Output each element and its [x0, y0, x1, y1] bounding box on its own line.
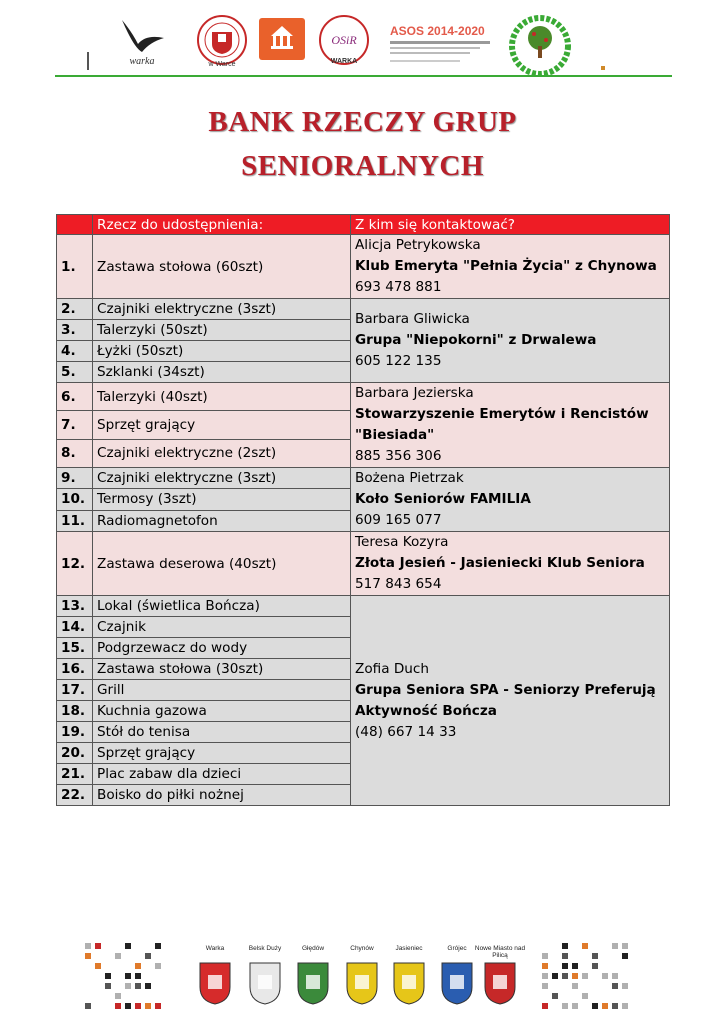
contact-cell	[351, 596, 670, 806]
pixel-square	[145, 1003, 151, 1009]
item-name: Talerzyki (50szt)	[93, 320, 351, 341]
pixel-square	[552, 993, 558, 999]
item-name: Termosy (3szt)	[93, 489, 351, 510]
pixel-square	[592, 963, 598, 969]
pixel-square	[135, 983, 141, 989]
asos-logo	[390, 14, 502, 70]
contact-phone: (48) 667 14 33	[355, 723, 457, 740]
pixel-square	[612, 983, 618, 989]
pixel-square	[612, 943, 618, 949]
pixel-square	[552, 973, 558, 979]
pixel-pattern-right	[542, 943, 634, 1011]
item-name: Sprzęt grający	[93, 411, 351, 439]
item-number: 17.	[57, 680, 93, 701]
item-name: Talerzyki (40szt)	[93, 383, 351, 411]
table-row	[57, 532, 670, 596]
item-number: 4.	[57, 341, 93, 362]
item-name: Czajnik	[93, 617, 351, 638]
pixel-square	[95, 963, 101, 969]
pixel-square	[105, 973, 111, 979]
item-number: 10.	[57, 489, 93, 510]
pixel-square	[572, 1003, 578, 1009]
contact-name: Teresa Kozyra	[355, 534, 449, 550]
contact-organization: Klub Emeryta "Pełnia Życia" z Chynowa	[355, 258, 657, 274]
pixel-square	[95, 943, 101, 949]
item-name: Czajniki elektryczne (3szt)	[93, 468, 351, 489]
pixel-square	[582, 973, 588, 979]
item-number: 18.	[57, 701, 93, 722]
pixel-square	[542, 1003, 548, 1009]
municipal-crest-icon	[483, 961, 517, 1005]
pixel-square	[115, 1003, 121, 1009]
table-row	[57, 383, 670, 411]
item-name: Radiomagnetofon	[93, 510, 351, 531]
contact-cell	[351, 532, 670, 596]
item-name: Zastawa stołowa (60szt)	[93, 235, 351, 299]
pixel-square	[562, 973, 568, 979]
pixel-square	[562, 963, 568, 969]
item-number: 13.	[57, 596, 93, 617]
pixel-square	[612, 973, 618, 979]
pixel-square	[85, 953, 91, 959]
item-name: Sprzęt grający	[93, 743, 351, 764]
municipal-crest-icon	[345, 961, 379, 1005]
osir-logo	[318, 14, 370, 70]
contact-organization: Złota Jesień - Jasieniecki Klub Seniora	[355, 555, 645, 571]
pixel-square	[572, 963, 578, 969]
pixel-square	[602, 1003, 608, 1009]
pixel-square	[622, 983, 628, 989]
table-row	[57, 235, 670, 299]
pixel-square	[125, 973, 131, 979]
item-name: Łyżki (50szt)	[93, 341, 351, 362]
header-dot-left	[87, 52, 89, 70]
item-number: 1.	[57, 235, 93, 299]
items-table	[56, 214, 670, 806]
tree-logo	[508, 14, 572, 70]
contact-phone: 605 122 135	[355, 353, 442, 369]
pixel-square	[135, 973, 141, 979]
pixel-square	[125, 1003, 131, 1009]
pixel-square	[542, 983, 548, 989]
item-number: 5.	[57, 362, 93, 383]
pixel-square	[135, 1003, 141, 1009]
municipal-crest-icon	[296, 961, 330, 1005]
table-header-row	[57, 215, 670, 235]
item-number: 12.	[57, 532, 93, 596]
pixel-square	[125, 943, 131, 949]
pixel-square	[622, 943, 628, 949]
municipal-crest-icon	[392, 961, 426, 1005]
warka-crest-logo	[196, 14, 248, 70]
item-name: Kuchnia gazowa	[93, 701, 351, 722]
contact-organization: Stowarzyszenie Emerytów i Rencistów "Biesiada"	[355, 406, 649, 443]
item-number: 16.	[57, 659, 93, 680]
pixel-square	[85, 1003, 91, 1009]
contact-name: Bożena Pietrzak	[355, 470, 464, 486]
item-number: 9.	[57, 468, 93, 489]
pixel-square	[582, 993, 588, 999]
contact-cell	[351, 383, 670, 468]
contact-name: Zofia Duch	[355, 660, 430, 677]
pixel-square	[155, 1003, 161, 1009]
municipal-crest-icon	[440, 961, 474, 1005]
item-number: 3.	[57, 320, 93, 341]
pixel-square	[115, 993, 121, 999]
contact-phone: 693 478 881	[355, 279, 442, 295]
item-name: Czajniki elektryczne (2szt)	[93, 439, 351, 467]
contact-organization: Grupa Seniora SPA - Seniorzy Preferują Aktywność Bończa	[355, 681, 656, 719]
contact-cell	[351, 299, 670, 383]
pixel-square	[115, 953, 121, 959]
pixel-square	[582, 943, 588, 949]
item-number: 7.	[57, 411, 93, 439]
pixel-square	[562, 953, 568, 959]
item-number: 15.	[57, 638, 93, 659]
municipal-crest-icon	[248, 961, 282, 1005]
pixel-square	[145, 953, 151, 959]
contact-name: Alicja Petrykowska	[355, 237, 481, 253]
contact-name: Barbara Jezierska	[355, 385, 474, 401]
tree-icon	[508, 14, 572, 78]
header-dot-right	[601, 66, 605, 70]
pixel-pattern-left	[85, 943, 165, 1011]
item-number: 6.	[57, 383, 93, 411]
item-number: 20.	[57, 743, 93, 764]
pixel-square	[572, 983, 578, 989]
pixel-square	[85, 943, 91, 949]
item-name: Stół do tenisa	[93, 722, 351, 743]
table-row	[57, 596, 670, 617]
crest-label: Warka	[205, 945, 225, 952]
crest-logo-text: w Warce	[208, 61, 236, 68]
contact-phone: 517 843 654	[355, 576, 442, 592]
header-item: Rzecz do udostępnienia:	[93, 215, 351, 235]
dom-logo	[259, 14, 305, 70]
pixel-square	[105, 983, 111, 989]
header-divider	[55, 75, 672, 77]
contact-cell	[351, 468, 670, 532]
pixel-square	[155, 943, 161, 949]
municipal-crest-icon	[198, 961, 232, 1005]
warka-logo-text: warka	[129, 56, 155, 67]
pixel-square	[562, 1003, 568, 1009]
contact-cell	[351, 235, 670, 299]
item-number: 21.	[57, 764, 93, 785]
item-name: Lokal (świetlica Bończa)	[93, 596, 351, 617]
item-name: Zastawa deserowa (40szt)	[93, 532, 351, 596]
item-name: Czajniki elektryczne (3szt)	[93, 299, 351, 320]
item-name: Grill	[93, 680, 351, 701]
item-number: 14.	[57, 617, 93, 638]
item-name: Plac zabaw dla dzieci	[93, 764, 351, 785]
item-number: 11.	[57, 510, 93, 531]
pixel-square	[155, 963, 161, 969]
crest-label: Grójec	[447, 945, 467, 952]
crest-label: Nowe Miasto nad Pilicą	[474, 945, 526, 959]
page-title-line1: BANK RZECZY GRUP	[208, 106, 517, 138]
crest-label: Głędów	[301, 945, 325, 952]
crest-label: Jasieniec	[395, 945, 423, 952]
warka-bird-logo	[112, 14, 172, 70]
pixel-square	[542, 963, 548, 969]
table-body	[57, 235, 670, 806]
item-number: 8.	[57, 439, 93, 467]
item-name: Boisko do piłki nożnej	[93, 785, 351, 806]
building-icon	[259, 14, 305, 62]
page-title-line2: SENIORALNYCH	[241, 150, 484, 182]
pixel-square	[612, 1003, 618, 1009]
pixel-square	[592, 953, 598, 959]
pixel-square	[135, 963, 141, 969]
header-contact: Z kim się kontaktować?	[351, 215, 670, 235]
contact-name: Barbara Gliwicka	[355, 311, 470, 327]
contact-organization: Koło Seniorów FAMILIA	[355, 491, 531, 507]
table-row	[57, 299, 670, 320]
pixel-square	[145, 983, 151, 989]
header-number	[57, 215, 93, 235]
osir-logo-text: WARKA	[330, 58, 358, 65]
item-number: 19.	[57, 722, 93, 743]
crest-label: Chynów	[350, 945, 374, 952]
item-name: Zastawa stołowa (30szt)	[93, 659, 351, 680]
item-number: 22.	[57, 785, 93, 806]
contact-phone: 885 356 306	[355, 448, 442, 464]
footer	[0, 935, 725, 1015]
pixel-square	[542, 953, 548, 959]
crest-label: Belsk Duży	[248, 945, 282, 952]
header-logos	[0, 0, 725, 80]
pixel-square	[622, 953, 628, 959]
contact-phone: 609 165 077	[355, 512, 442, 528]
pixel-square	[562, 943, 568, 949]
table-row	[57, 468, 670, 489]
pixel-square	[602, 973, 608, 979]
svg-text:OSiR: OSiR	[331, 33, 357, 47]
asos-logo-text: ASOS 2014-2020	[390, 24, 485, 38]
pixel-square	[622, 1003, 628, 1009]
pixel-square	[592, 1003, 598, 1009]
pixel-square	[125, 983, 131, 989]
item-name: Szklanki (34szt)	[93, 362, 351, 383]
pixel-square	[542, 973, 548, 979]
contact-organization: Grupa "Niepokorni" z Drwalewa	[355, 332, 597, 348]
pixel-square	[572, 973, 578, 979]
item-number: 2.	[57, 299, 93, 320]
item-name: Podgrzewacz do wody	[93, 638, 351, 659]
